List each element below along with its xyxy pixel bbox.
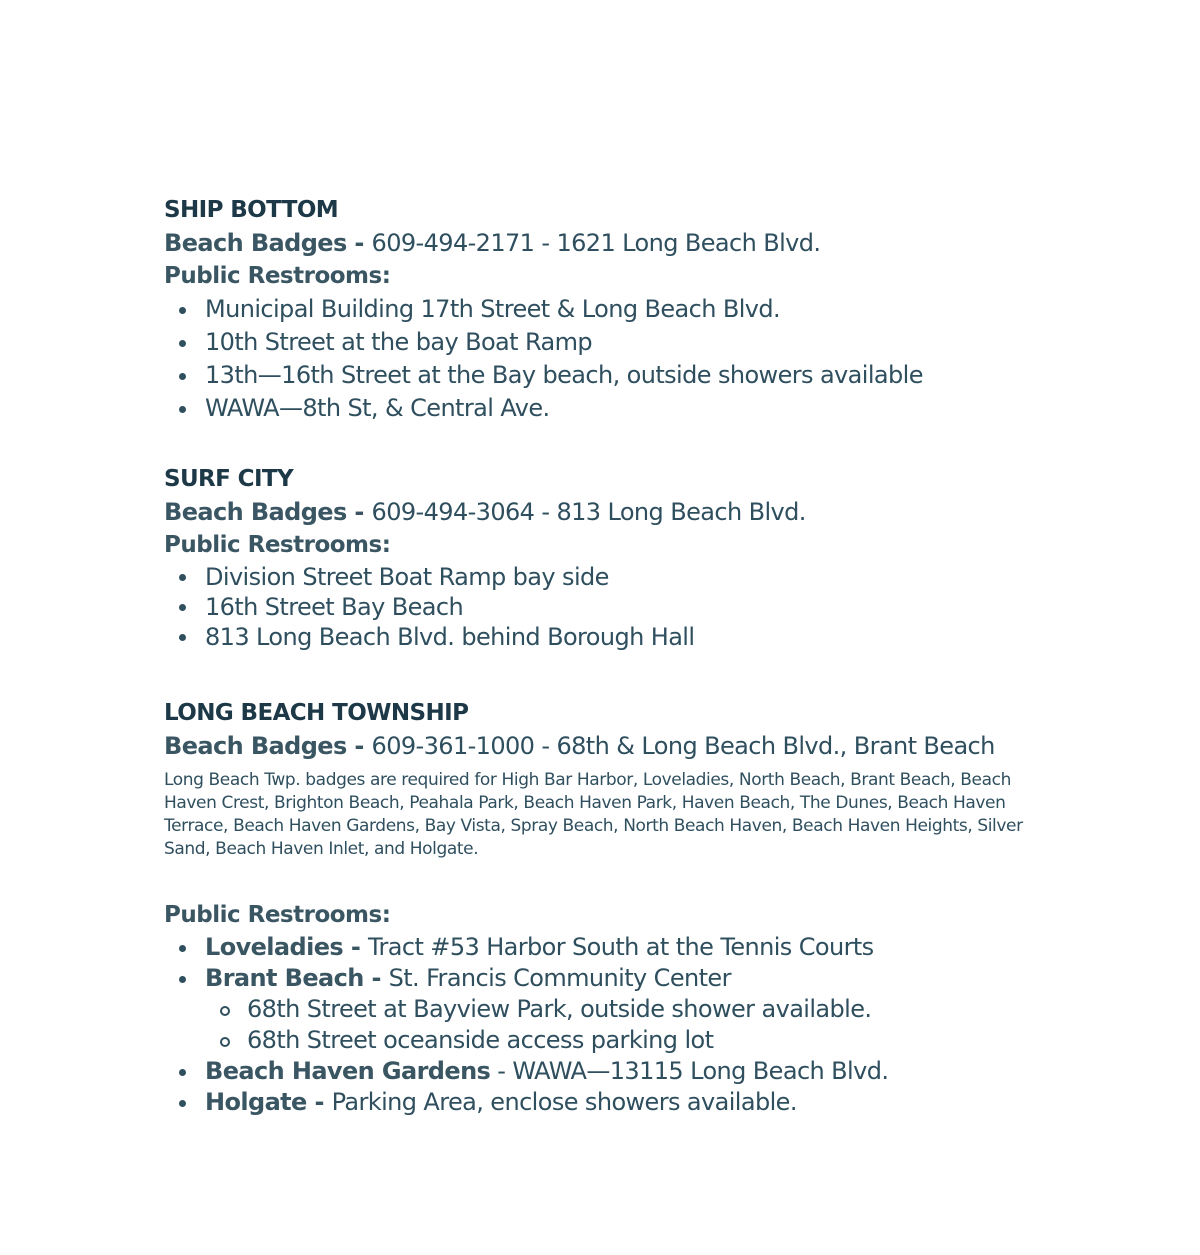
- surf-city-section: [164, 463, 1064, 652]
- badges-label: Beach Badges -: [164, 732, 372, 760]
- long-beach-township-heading: LONG BEACH TOWNSHIP: [164, 700, 469, 726]
- bullet-icon: [179, 373, 186, 380]
- list-item: 10th Street at the bay Boat Ramp: [164, 326, 1064, 359]
- list-item: Municipal Building 17th Street & Long Beach Blvd.: [164, 293, 1064, 326]
- restrooms-label: Public Restrooms:: [164, 902, 391, 928]
- badges-info: 609-361-1000 - 68th & Long Beach Blvd., Brant Beach: [371, 732, 995, 760]
- long-beach-township-badges-line: [164, 729, 1064, 763]
- surf-city-badges-line: [164, 495, 1064, 529]
- bullet-icon: [179, 1069, 186, 1076]
- list-item: Holgate - Parking Area, enclose showers available.: [164, 1087, 1064, 1118]
- badges-info: 609-494-3064 - 813 Long Beach Blvd.: [371, 498, 806, 526]
- ship-bottom-section: [164, 194, 1064, 425]
- bullet-icon: [179, 307, 186, 314]
- sub-list-item: 68th Street at Bayview Park, outside shower available.: [164, 994, 1064, 1025]
- badges-label: Beach Badges -: [164, 229, 372, 257]
- bullet-icon: [179, 574, 186, 581]
- badges-note: Long Beach Twp. badges are required for High Bar Harbor, Loveladies, North Beach, Brant Beach, Beach Haven Crest, Brighton Beach, Peahala Park, Beach Haven Park, Haven Beach, The Dunes, Beach Haven Terrace, Beach Haven Gardens, Bay Vista, Spray Beach, North Beach Haven, Beach Haven Heights, Silver Sand, Beach Haven Inlet, and Holgate.: [164, 770, 1023, 859]
- sub-list-item: 68th Street oceanside access parking lot: [164, 1025, 1064, 1056]
- list-item: WAWA—8th St, & Central Ave.: [164, 392, 1064, 425]
- bullet-icon: [179, 406, 186, 413]
- list-item: Division Street Boat Ramp bay side: [164, 562, 1064, 592]
- restrooms-list: [164, 293, 1064, 425]
- badges-label: Beach Badges -: [164, 498, 372, 526]
- list-item: Brant Beach - St. Francis Community Center: [164, 963, 1064, 994]
- list-item: 813 Long Beach Blvd. behind Borough Hall: [164, 622, 1064, 652]
- restrooms-list: [164, 932, 1064, 1118]
- restrooms-label: Public Restrooms:: [164, 263, 391, 289]
- ship-bottom-badges-line: [164, 226, 1064, 260]
- bullet-icon: [179, 604, 186, 611]
- bullet-icon: [179, 634, 186, 641]
- hollow-bullet-icon: [220, 1037, 230, 1047]
- ship-bottom-heading: SHIP BOTTOM: [164, 197, 339, 223]
- badges-info: 609-494-2171 - 1621 Long Beach Blvd.: [371, 229, 821, 257]
- list-item: 13th—16th Street at the Bay beach, outside showers available: [164, 359, 1064, 392]
- long-beach-township-section: [164, 697, 1064, 1118]
- list-item: 16th Street Bay Beach: [164, 592, 1064, 622]
- list-item: Beach Haven Gardens - WAWA—13115 Long Beach Blvd.: [164, 1056, 1064, 1087]
- bullet-icon: [179, 945, 186, 952]
- restrooms-list: [164, 562, 1064, 652]
- list-item: Loveladies - Tract #53 Harbor South at the Tennis Courts: [164, 932, 1064, 963]
- surf-city-heading: SURF CITY: [164, 466, 294, 492]
- bullet-icon: [179, 976, 186, 983]
- bullet-icon: [179, 1100, 186, 1107]
- bullet-icon: [179, 340, 186, 347]
- hollow-bullet-icon: [220, 1006, 230, 1016]
- restrooms-label: Public Restrooms:: [164, 532, 391, 558]
